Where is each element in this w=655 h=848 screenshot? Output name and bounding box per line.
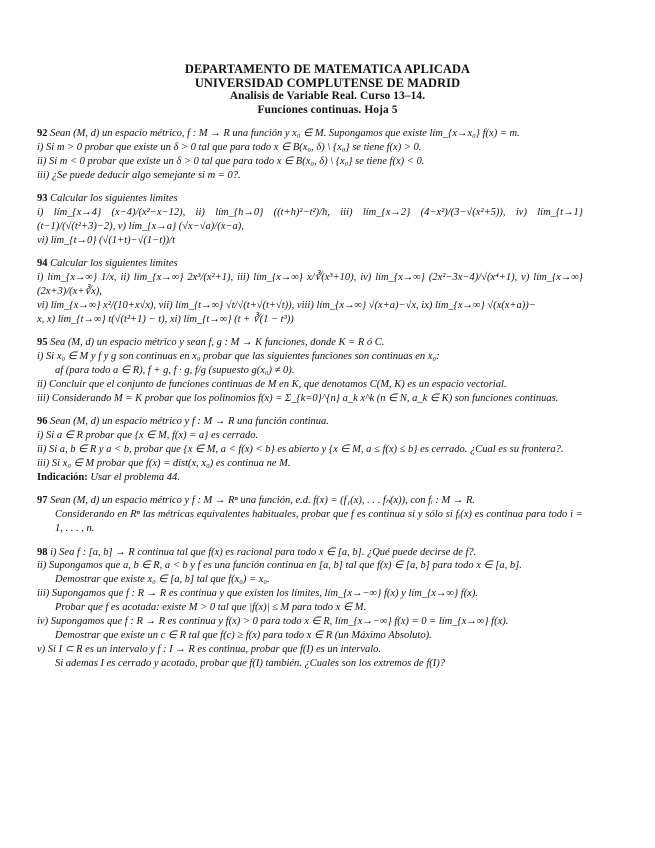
problem-line: v) Si I ⊂ R es un intervalo y f : I → R es continua, probar que f(I) es un intervalo. <box>37 643 382 655</box>
sheet-header <box>0 62 655 117</box>
problem-line: i) Sea f : [a, b] → R continua tal que f(x) es racional para todo x ∈ [a, b]. ¿Qué puede decirse de f?. <box>50 546 477 558</box>
problem-line: ii) Si m < 0 probar que existe un δ > 0 tal que para todo x ∈ B(x₀, δ) \ {x₀} se tiene f(x) < 0. <box>37 155 425 167</box>
problem-statement <box>37 257 583 271</box>
problem-line: ii) Si a, b ∈ R y a < b, probar que {x ∈ M, a < f(x) < b} es abierto y {x ∈ M, a ≤ f(x) ≤ b} es cerrado. ¿Cual es su frontera?. <box>37 444 564 456</box>
problem-number: 98 <box>37 546 48 558</box>
problem-96 <box>37 415 583 485</box>
course-title: Analisis de Variable Real. Curso 13–14. <box>229 90 426 102</box>
problem-statement <box>37 546 583 560</box>
problem-line: ii) Concluir que el conjunto de funciones continuas de M en K, que denotamos C(M, K) es un espacio vectorial. <box>37 379 507 390</box>
sheet-title: Funciones continuas. Hoja 5 <box>257 103 398 116</box>
problem-97 <box>37 494 583 536</box>
problem-statement <box>37 336 583 350</box>
problem-line: iii) Supongamos que f : R → R es continua y que existen los límites, lím_{x→−∞} f(x) y lím_{x→∞} f(x). <box>37 588 478 600</box>
problem-line: i) Si a ∈ R probar que {x ∈ M, f(x) = a} es cerrado. <box>37 430 259 442</box>
problem-line: iv) Supongamos que f : R → R es continua y f(x) > 0 para todo x ∈ R, lím_{x→−∞} f(x) = 0 = lím_{x→∞} f(x). <box>37 616 509 628</box>
department-title: DEPARTAMENTO DE MATEMATICA APLICADA <box>184 62 471 76</box>
problem-line: Demostrar que existe x₀ ∈ [a, b] tal que f(x₀) = x₀. <box>55 574 270 586</box>
hint-line: Indicación: Usar el problema 44. <box>37 471 180 483</box>
problem-number: 95 <box>37 337 48 349</box>
problem-line: i) lím_{x→∞} 1/x, ii) lím_{x→∞} 2x³/(x²+1), iii) lím_{x→∞} x/∛(x³+10), iv) lím_{x→∞} (2x²−3x−4)/√(x⁴+1), v) lím_{x→∞} (2x+3)/(x+∛x), <box>37 272 583 298</box>
problem-statement <box>37 415 583 429</box>
problem-number: 94 <box>37 258 48 270</box>
problem-line: Calcular los siguientes límites <box>50 258 178 270</box>
hint-label: Indicación: <box>37 471 88 483</box>
university-title: UNIVERSIDAD COMPLUTENSE DE MADRID <box>194 76 461 90</box>
problem-line: x, x) lím_{t→∞} t(√(t²+1) − t), xi) lím_{t→∞} (t + ∛(1 − t³)) <box>37 313 294 325</box>
problem-number: 93 <box>37 193 48 205</box>
problem-98 <box>37 546 583 671</box>
problem-number: 96 <box>37 416 48 428</box>
problem-93 <box>37 192 583 248</box>
problem-statement <box>37 192 583 206</box>
problem-statement <box>37 494 583 508</box>
problem-number: 92 <box>37 128 48 139</box>
problem-92 <box>37 127 583 183</box>
problem-line: i) Si x₀ ∈ M y f y g son continuas en x₀ probar que las siguientes funciones son continuas en x₀: <box>37 351 440 363</box>
problem-line: iii) Si x₀ ∈ M probar que f(x) = dist(x, x₀) es continua ne M. <box>37 458 291 470</box>
problem-line: af (para todo a ∈ R), f + g, f · g, f/g (supuesto g(x₀) ≠ 0). <box>55 365 295 377</box>
problem-line: iii) Considerando M = K probar que los polinomios f(x) = Σ_{k=0}^{n} a_k x^k (n ∈ N, a_k ∈ K) son funciones continuas. <box>37 392 559 404</box>
problem-line: Probar que f es acotada: existe M > 0 tal que |f(x)| ≤ M para todo x ∈ M. <box>55 602 367 614</box>
problem-number: 97 <box>37 495 48 507</box>
problem-line: ii) Supongamos que a, b ∈ R, a < b y f es una función continua en [a, b] tal que f(x) ∈ [a, b] para todo x ∈ [a, b]. <box>37 560 522 572</box>
problem-line: Sea (M, d) un espacio métrico y sean f, g : M → K funciones, donde K = R ó C. <box>50 337 385 349</box>
problem-line: i) lím_{x→4} (x−4)/(x²−x−12), ii) lím_{h→0} ((t+h)²−t²)/h, iii) lím_{x→2} (4−x²)/(3−√(x²+5)), iv) lím_{t→1} (t−1)/(√(t²+3)−2), v) lím_{x→a} (√x−√a)/(x−a), <box>37 207 583 232</box>
problem-line: Demostrar que existe un c ∈ R tal que f(c) ≥ f(x) para todo x ∈ R (un Máximo Absoluto). <box>55 630 432 641</box>
problem-list <box>37 127 583 671</box>
problem-line: vi) lím_{x→∞} x²/(10+x√x), vii) lím_{t→∞} √t/√(t+√(t+√t)), viii) lím_{x→∞} √(x+a)−√x, ix) lím_{x→∞} √(x(x+a))− <box>37 299 536 311</box>
problem-statement <box>37 127 583 141</box>
problem-line: Calcular los siguientes límites <box>50 193 178 205</box>
problem-line: Sean (M, d) un espacio métrico, f : M → R una función y x₀ ∈ M. Supongamos que existe lím_{x→x₀} f(x) = m. <box>50 128 520 139</box>
problem-line: Sean (M, d) un espacio métrico y f : M → Rⁿ una función, e.d. f(x) = (f₁(x), . . . fₙ(x)), con fᵢ : M → R. <box>50 495 476 507</box>
problem-line: Considerando en Rⁿ las métricas equivalentes habituales, probar que f es continua si y sólo si fᵢ(x) es continua para todo i = 1, . . . , n. <box>55 509 583 535</box>
problem-94 <box>37 257 583 327</box>
problem-line: vi) lím_{t→0} (√(1+t)−√(1−t))/t <box>37 234 175 246</box>
problem-line: i) Si m > 0 probar que existe un δ > 0 tal que para todo x ∈ B(x₀, δ) \ {x₀} se tiene f(x) > 0. <box>37 141 422 153</box>
problem-line: Sean (M, d) un espacio métrico y f : M → R una función continua. <box>50 416 329 428</box>
problem-line: iii) ¿Se puede deducir algo semejante si m = 0?. <box>37 169 241 181</box>
problem-95 <box>37 336 583 406</box>
problem-line: Si ademas I es cerrado y acotado, probar que f(I) también. ¿Cuales son los extremos de f(I)? <box>55 657 445 669</box>
